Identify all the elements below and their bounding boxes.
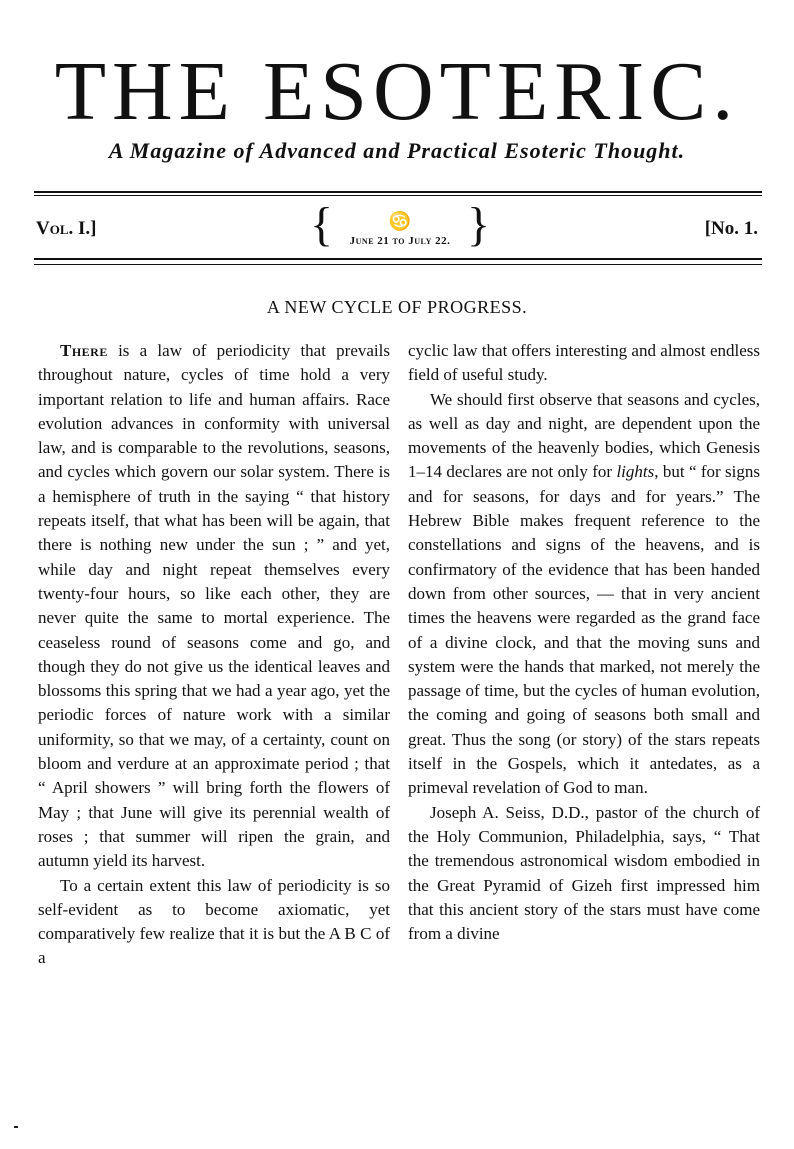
paragraph-1 — [38, 339, 390, 874]
volume-label: Vol. I.] — [36, 218, 97, 239]
header-rule-top-thin — [34, 195, 762, 196]
paragraph-lead-word: There — [60, 341, 108, 360]
header-rule-bottom-thin — [34, 264, 762, 265]
issue-dates: June 21 to July 22. — [349, 235, 451, 247]
paragraph-3-text-a: We should first observe that seasons and cycles, as well as day and night, are dependent upon the movements of the heavenly bodies, which Genesis 1–14 declares are not only for — [408, 389, 760, 482]
header-rule-top — [34, 191, 762, 193]
article-column-right — [408, 339, 760, 946]
margin-mark — [14, 1126, 18, 1128]
masthead-subtitle: A Magazine of Advanced and Practical Esoteric Thought. — [108, 138, 686, 163]
paragraph-2-continued: cyclic law that offers interesting and almost endless field of useful study. — [408, 341, 760, 385]
paragraph-4: Joseph A. Seiss, D.D., pastor of the church of the Holy Communion, Philadelphia, says, “ That the tremendous astronomical wisdom embodied in the Great Pyramid of Gizeh first impressed him that this ancient story of the stars must have come from a divine — [408, 802, 760, 944]
paragraph-3-text-b: , but “ for signs and for seasons, for days and for years.” The Hebrew Bible makes frequent reference to the constellations and signs of the heavens, and is confirmatory of the evidence that has been handed down from other sources, — that in very ancient times the heavens were regarded as the grand face of a divine clock, and that the moving suns and system were the hands that marked, not merely the passage of time, but the cycles of human evolution, the coming and going of seasons both small and great. Thus the song (or story) of the stars repeats itself in the Gospels, which it antedates, as a primeval revelation of God to man. — [408, 462, 761, 798]
header-rule-bottom — [34, 258, 762, 260]
paragraph-3 — [408, 388, 760, 801]
right-brace: } — [466, 198, 490, 251]
paragraph-2: To a certain extent this law of periodicity is so self-evident as to become axiomatic, yet comparatively few realize that it is but the A B C of a — [38, 875, 390, 968]
article-column-left — [38, 339, 390, 971]
cancer-sign-icon: ♋ — [388, 211, 412, 231]
paragraph-1-text: is a law of periodicity that prevails throughout nature, cycles of time hold a very important relation to life and human affairs. Race evolution advances in conformity with universal law, and is comparable to the revolutions, seasons, and cycles which govern our solar system. There is a hemisphere of truth in the saying “ that history repeats itself, that what has been will be again, that there is nothing new under the sun ; ” and yet, while day and night repeat themselves every twenty-four hours, so like each other, they are never quite the same to mortal experience. The ceaseless round of seasons come and go, and though they do not give us the identical leaves and blossoms this spring that we had a year ago, yet the periodic forces of nature work with a similar uniformity, so that we may, of a certainty, count on bloom and verdure at an approximate period ; that “ April showers ” will bring forth the flowers of May ; that June will give its perennial wealth of roses ; that summer will ripen the grain, and autumn yield its harvest. — [38, 341, 390, 871]
issue-number: [No. 1. — [704, 218, 758, 239]
left-brace: { — [310, 198, 334, 251]
paragraph-3-italic: lights — [616, 462, 655, 482]
article-title: A NEW CYCLE OF PROGRESS. — [266, 297, 528, 317]
masthead-title: THE ESOTERIC. — [54, 45, 740, 138]
issue-date-block — [310, 198, 490, 253]
